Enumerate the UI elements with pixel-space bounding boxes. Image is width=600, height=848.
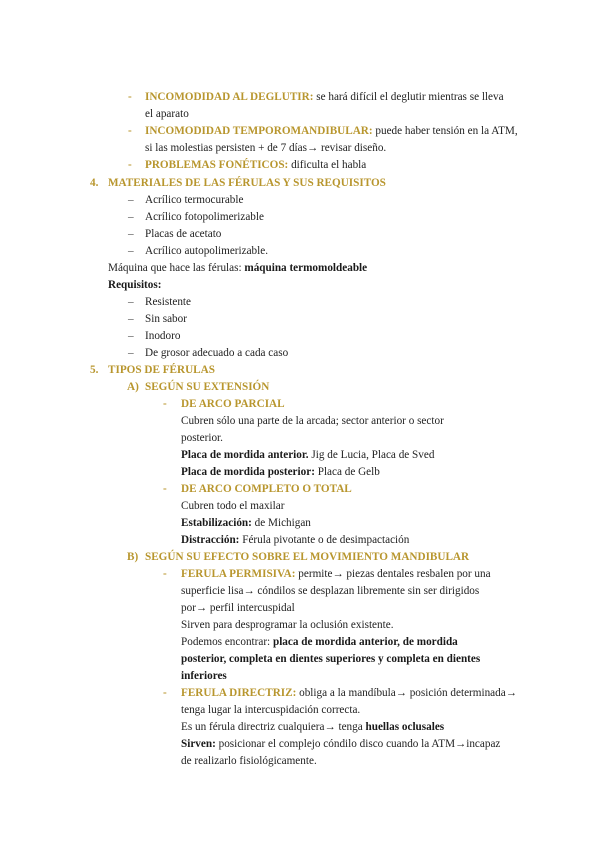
type-line: FERULA PERMISIVA: permite→ piezas dentales resbalen por una bbox=[181, 568, 491, 580]
type-heading: DE ARCO PARCIAL bbox=[181, 398, 285, 410]
list-dash: - bbox=[163, 398, 167, 410]
subsection-letter: A) bbox=[127, 381, 139, 393]
definition-line: Placa de mordida posterior: Placa de Gelb bbox=[181, 466, 380, 478]
requirement-item: Inodoro bbox=[145, 330, 181, 342]
list-dash: – bbox=[128, 194, 134, 206]
list-dash: - bbox=[128, 159, 132, 171]
paragraph-line: Podemos encontrar: placa de mordida anterior, de mordida bbox=[181, 636, 458, 648]
subsection-letter: B) bbox=[127, 551, 139, 563]
list-item-cont: el aparato bbox=[145, 108, 189, 120]
list-dash: - bbox=[163, 568, 167, 580]
list-item-cont: si las molestias persisten + de 7 días→ revisar diseño. bbox=[145, 142, 387, 154]
type-heading: DE ARCO COMPLETO O TOTAL bbox=[181, 483, 352, 495]
list-dash: - bbox=[163, 687, 167, 699]
paragraph-line: por→ perfil intercuspidal bbox=[181, 602, 295, 614]
paragraph-line: posterior. bbox=[181, 432, 223, 444]
material-item: Placas de acetato bbox=[145, 228, 222, 240]
paragraph-line: Cubren sólo una parte de la arcada; sector anterior o sector bbox=[181, 415, 444, 427]
requirement-item: Sin sabor bbox=[145, 313, 187, 325]
section-number: 5. bbox=[90, 364, 99, 376]
section-heading: MATERIALES DE LAS FÉRULAS Y SUS REQUISITOS bbox=[108, 177, 386, 189]
list-dash: - bbox=[128, 91, 132, 103]
paragraph-line: posterior, completa en dientes superiores y completa en dientes bbox=[181, 653, 481, 665]
paragraph-line: Sirven: posicionar el complejo cóndilo disco cuando la ATM→incapaz bbox=[181, 738, 501, 750]
list-dash: – bbox=[128, 245, 134, 257]
paragraph-line: de realizarlo fisiológicamente. bbox=[181, 755, 317, 767]
list-dash: – bbox=[128, 347, 134, 359]
paragraph-line: tenga lugar la intercuspidación correcta. bbox=[181, 704, 361, 716]
list-dash: – bbox=[128, 211, 134, 223]
paragraph-line: Sirven para desprogramar la oclusión existente. bbox=[181, 619, 394, 631]
section-number: 4. bbox=[90, 177, 99, 189]
paragraph-line: Es un férula directriz cualquiera→ tenga huellas oclusales bbox=[181, 721, 445, 733]
list-item: INCOMODIDAD TEMPOROMANDIBULAR: puede haber tensión en la ATM, bbox=[145, 125, 518, 137]
definition-line: Estabilización: de Michigan bbox=[181, 517, 311, 529]
requirement-item: De grosor adecuado a cada caso bbox=[145, 347, 289, 359]
list-dash: - bbox=[128, 125, 132, 137]
subsection-heading: SEGÚN SU EFECTO SOBRE EL MOVIMIENTO MANDIBULAR bbox=[145, 551, 470, 563]
list-dash: – bbox=[128, 330, 134, 342]
material-item: Acrílico termocurable bbox=[145, 194, 244, 206]
requirement-item: Resistente bbox=[145, 296, 191, 308]
list-dash: – bbox=[128, 296, 134, 308]
paragraph-line: superficie lisa→ cóndilos se desplazan libremente sin ser dirigidos bbox=[181, 585, 480, 597]
material-item: Acrílico fotopolimerizable bbox=[145, 211, 264, 223]
list-dash: – bbox=[128, 228, 134, 240]
machine-line: Máquina que hace las férulas: máquina termomoldeable bbox=[108, 262, 368, 274]
list-dash: - bbox=[163, 483, 167, 495]
definition-line: Placa de mordida anterior. Jig de Lucia, Placa de Sved bbox=[181, 449, 435, 461]
requirements-label: Requisitos: bbox=[108, 279, 162, 291]
list-dash: – bbox=[128, 313, 134, 325]
section-heading: TIPOS DE FÉRULAS bbox=[108, 364, 215, 376]
type-line: FERULA DIRECTRIZ: obliga a la mandíbula→ posición determinada→ bbox=[181, 687, 517, 699]
paragraph-line: Cubren todo el maxilar bbox=[181, 500, 285, 512]
material-item: Acrílico autopolimerizable. bbox=[145, 245, 269, 257]
definition-line: Distracción: Férula pivotante o de desimpactación bbox=[181, 534, 410, 546]
list-item: INCOMODIDAD AL DEGLUTIR: se hará difícil el deglutir mientras se lleva bbox=[145, 91, 504, 103]
subsection-heading: SEGÚN SU EXTENSIÓN bbox=[145, 381, 270, 393]
list-item: PROBLEMAS FONÉTICOS: dificulta el habla bbox=[145, 159, 367, 171]
paragraph-line: inferiores bbox=[181, 670, 227, 682]
